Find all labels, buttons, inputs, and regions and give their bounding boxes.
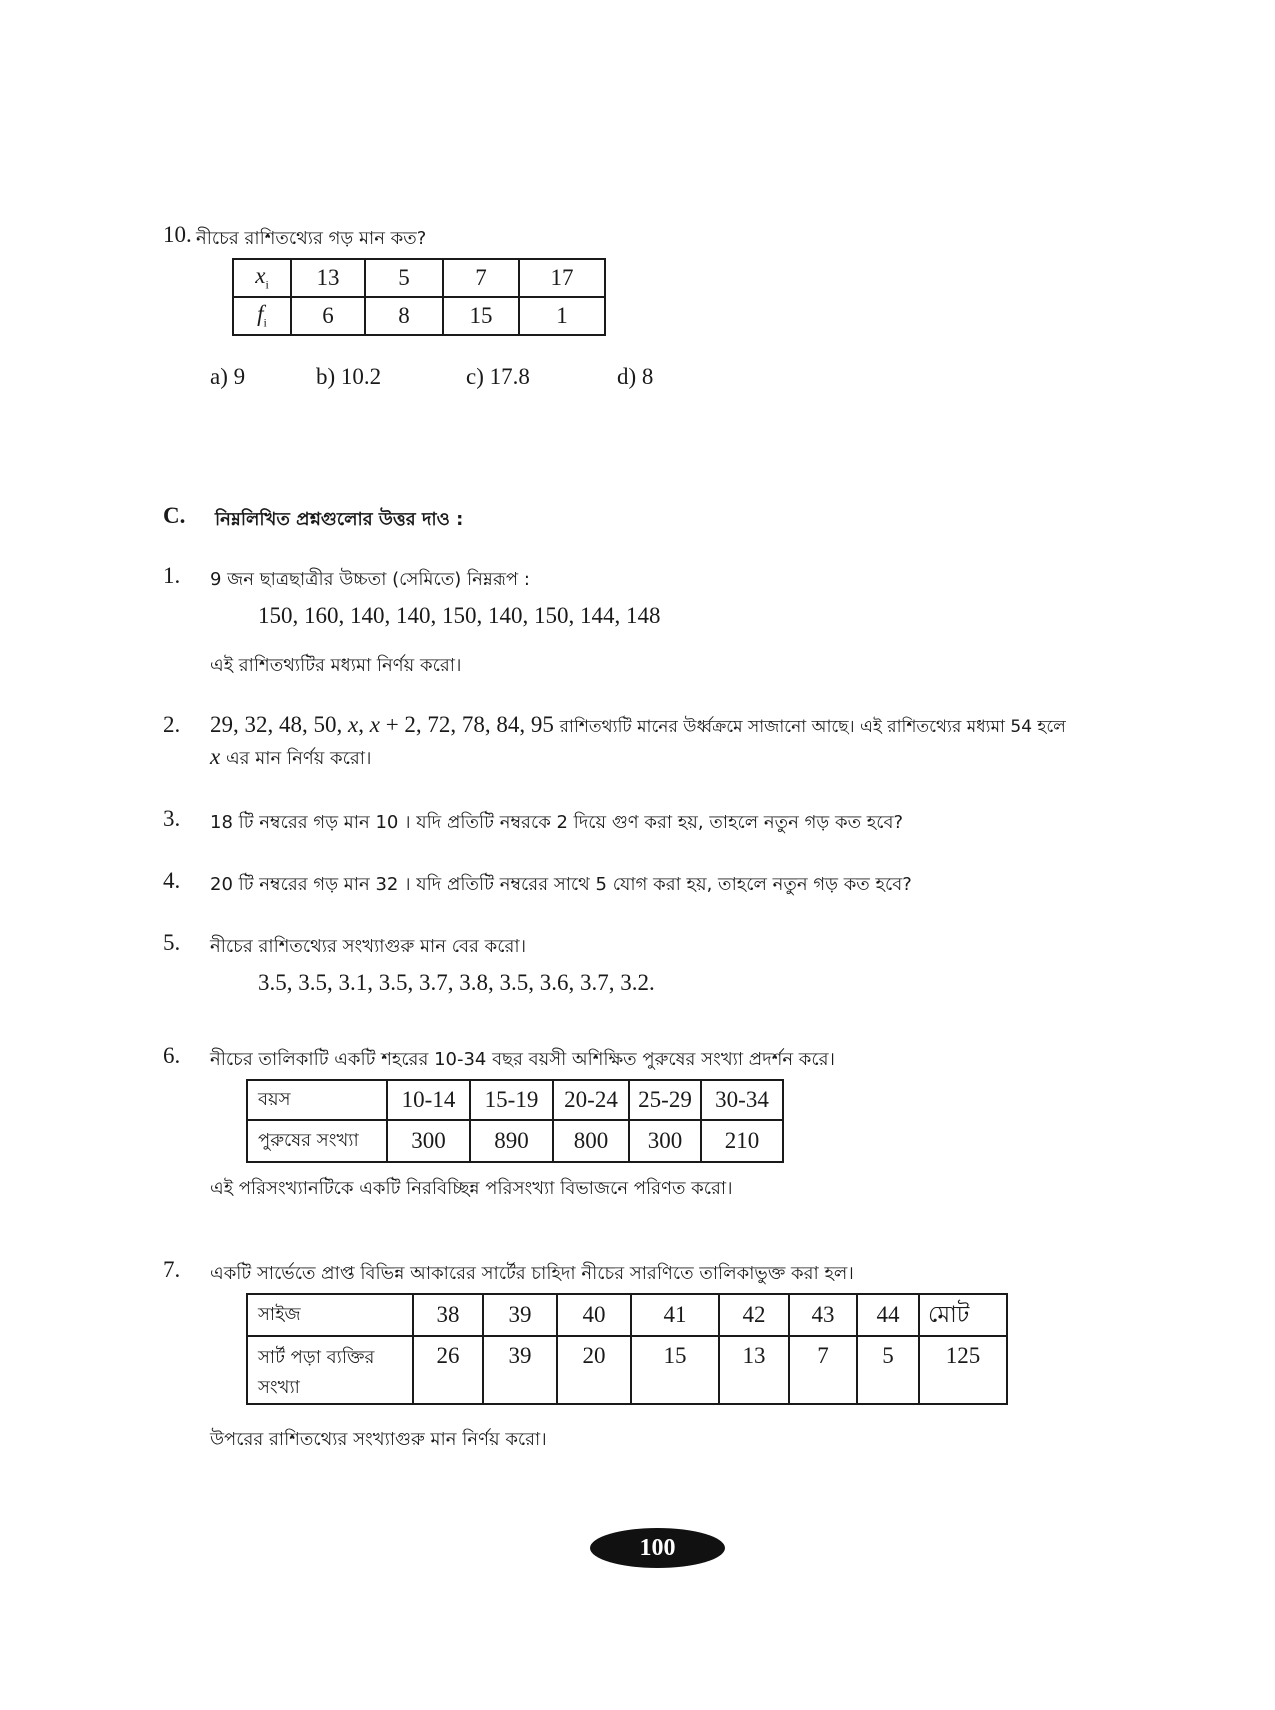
table-cell: 800 [553, 1120, 629, 1162]
question-number: 3. [163, 806, 181, 831]
option-d: d) 8 [617, 364, 654, 389]
question-instruction: উপরের রাশিতথ্যের সংখ্যাগুরু মান নির্ণয় করো। [210, 1429, 547, 1450]
table-header: 44 [857, 1294, 919, 1336]
variable-x: x [348, 712, 359, 737]
table-header: 25-29 [629, 1080, 701, 1120]
table-header: 38 [413, 1294, 483, 1336]
question-instruction: এই পরিসংখ্যানটিকে একটি নিরবিচ্ছিন্ন পরিসংখ্যা বিভাজনে পরিণত করো। [210, 1178, 733, 1199]
table-header: 39 [483, 1294, 557, 1336]
table-header: 30-34 [701, 1080, 783, 1120]
table-cell: 7 [789, 1336, 857, 1404]
table-header: 20-24 [553, 1080, 629, 1120]
question-text: 20 টি নম্বরের গড় মান 32 । যদি প্রতিটি নম্বরের সাথে 5 যোগ করা হয়, তাহলে নতুন গড় কত হবে? [210, 874, 912, 895]
question-text: নীচের রাশিতথ্যের সংখ্যাগুরু মান বের করো। [210, 936, 527, 957]
table-header: 15-19 [470, 1080, 553, 1120]
table-cell: 8 [365, 297, 443, 335]
table-cell: 13 [719, 1336, 789, 1404]
table-cell: 125 [919, 1336, 1007, 1404]
question-number: 1. [163, 563, 181, 588]
table-header-label: বয়স [247, 1080, 387, 1120]
table-header: 43 [789, 1294, 857, 1336]
table-header: 40 [557, 1294, 631, 1336]
q10-data-table [232, 258, 606, 336]
mode-data: 3.5, 3.5, 3.1, 3.5, 3.7, 3.8, 3.5, 3.6, 3.7, 3.2. [258, 970, 655, 995]
table-header: 42 [719, 1294, 789, 1336]
table-cell: 7 [443, 259, 519, 297]
option-a: a) 9 [210, 364, 246, 389]
table-header: 41 [631, 1294, 719, 1336]
table-cell: 210 [701, 1120, 783, 1162]
table-cell: 20 [557, 1336, 631, 1404]
option-c: c) 17.8 [466, 364, 530, 389]
table-cell: 15 [443, 297, 519, 335]
question-instruction: এই রাশিতথ্যটির মধ্যমা নির্ণয় করো। [210, 655, 462, 676]
question-text: নীচের রাশিতথ্যের গড় মান কত? [196, 228, 427, 249]
table-header-total: মোট [919, 1294, 1007, 1336]
question-text: 18 টি নম্বরের গড় মান 10 । যদি প্রতিটি নম্বরকে 2 দিয়ে গুণ করা হয়, তাহলে নতুন গড় কত হবে? [210, 812, 904, 833]
table-header: 10-14 [387, 1080, 470, 1120]
page-number-badge [590, 1528, 725, 1568]
question-text: একটি সার্ভেতে প্রাপ্ত বিভিন্ন আকারের সার্টের চাহিদা নীচের সারণিতে তালিকাভুক্ত করা হল। [210, 1263, 854, 1284]
table-cell: 1 [519, 297, 605, 335]
question-number: 6. [163, 1043, 181, 1068]
f-label-cell: $f_i$ [233, 297, 291, 335]
table-row-label: পুরুষের সংখ্যা [247, 1120, 387, 1162]
height-data: 150, 160, 140, 140, 150, 140, 150, 144, 148 [258, 603, 661, 628]
question-number: 2. [163, 712, 181, 737]
age-table [246, 1079, 784, 1163]
table-cell: 300 [387, 1120, 470, 1162]
question-number: 7. [163, 1257, 181, 1282]
table-cell: 6 [291, 297, 365, 335]
table-cell: 13 [291, 259, 365, 297]
table-cell: 15 [631, 1336, 719, 1404]
page-number: 100 [639, 1534, 676, 1561]
shirt-size-table [246, 1293, 1008, 1405]
question-number: 5. [163, 930, 181, 955]
row-label-line: সংখ্যা [258, 1377, 300, 1398]
section-heading: নিম্নলিখিত প্রশ্নগুলোর উত্তর দাও : [215, 509, 464, 530]
table-cell: 17 [519, 259, 605, 297]
question-text: নীচের তালিকাটি একটি শহরের 10-34 বছর বয়সী অশিক্ষিত পুরুষের সংখ্যা প্রদর্শন করে। [210, 1049, 835, 1070]
table-cell: 5 [365, 259, 443, 297]
question-text: এর মান নির্ণয় করো। [220, 748, 372, 769]
option-b: b) 10.2 [316, 364, 382, 389]
x-label-cell: $x_i$ [233, 259, 291, 297]
table-cell: 300 [629, 1120, 701, 1162]
table-cell: 5 [857, 1336, 919, 1404]
table-cell: 26 [413, 1336, 483, 1404]
question-c2-line2 [210, 744, 371, 775]
sequence-text: 29, 32, 48, 50, [210, 712, 348, 737]
table-cell: 890 [470, 1120, 553, 1162]
table-cell: 39 [483, 1336, 557, 1404]
table-header-label: সাইজ [247, 1294, 413, 1336]
question-number: 4. [163, 868, 181, 893]
question-text: 9 জন ছাত্রছাত্রীর উচ্চতা (সেমিতে) নিম্নরূপ : [210, 569, 530, 590]
sequence-text: , [358, 712, 370, 737]
table-row-label [247, 1336, 413, 1404]
sequence-text: + 2, 72, 78, 84, 95 [379, 712, 560, 737]
row-label-line: সার্ট পড়া ব্যক্তির [258, 1347, 375, 1368]
section-letter: C. [163, 503, 186, 528]
question-number: 10. [163, 222, 192, 247]
question-text: রাশিতথ্যটি মানের উর্ধ্বক্রমে সাজানো আছে। এই রাশিতথ্যের মধ্যমা 54 হলে [559, 717, 1066, 737]
variable-x: x [210, 744, 221, 769]
variable-x: x [369, 712, 380, 737]
